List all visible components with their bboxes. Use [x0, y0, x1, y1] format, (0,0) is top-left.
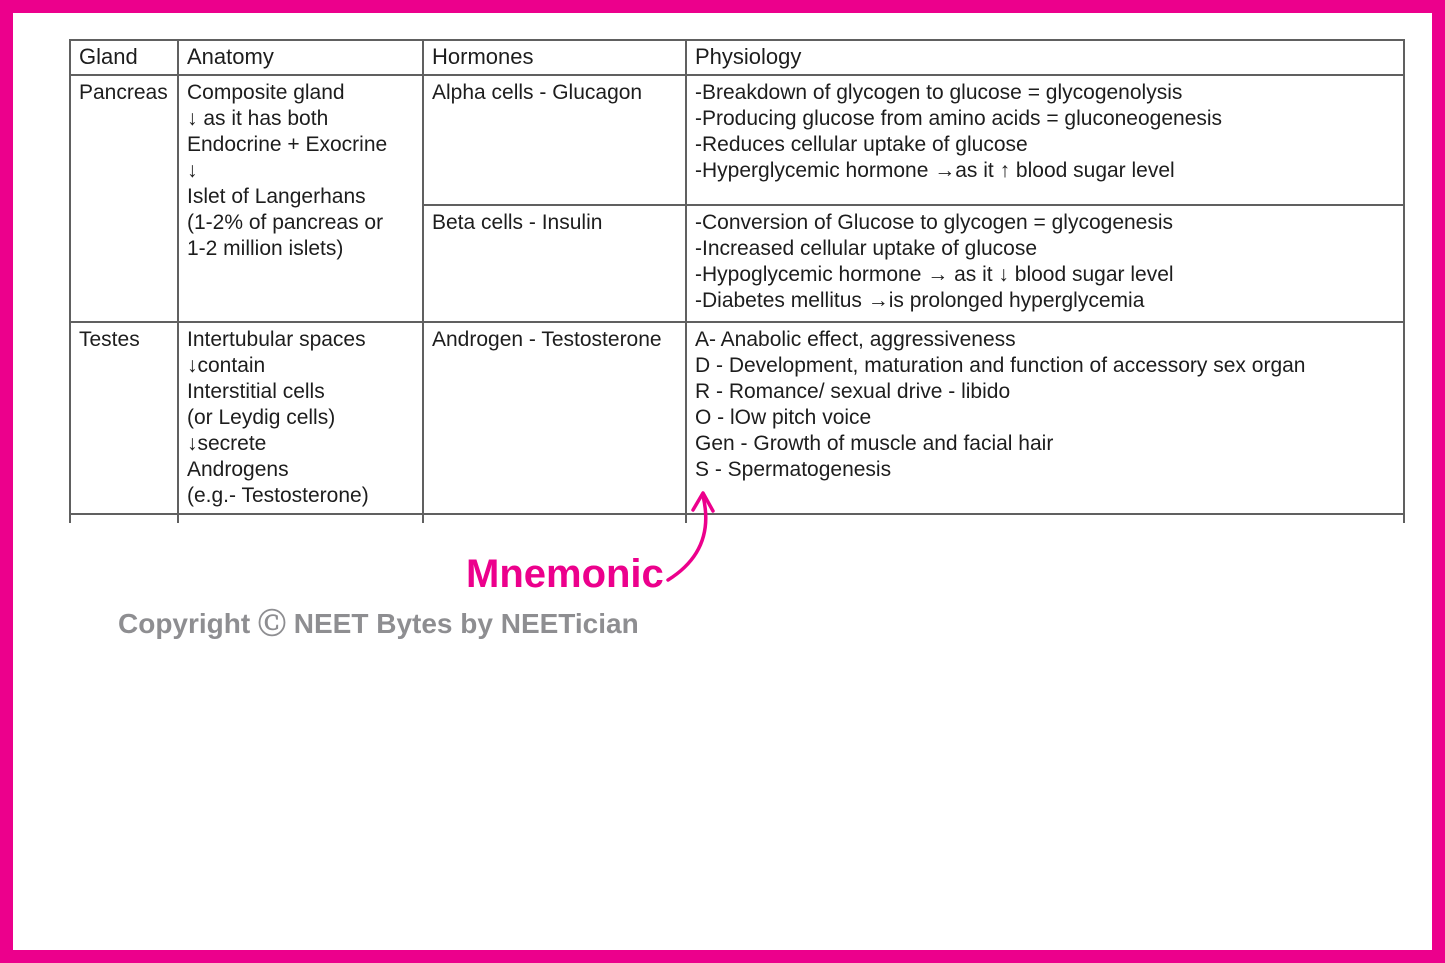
stub-cell: [70, 514, 178, 523]
text-line: D - Development, maturation and function of accessory sex organ: [695, 354, 1306, 377]
physiology-cell-insulin: [686, 205, 1404, 322]
text-line: Androgens: [187, 458, 289, 481]
text-line: -Conversion of Glucose to glycogen = glycogenesis: [695, 211, 1174, 234]
text-line: ↓: [187, 159, 198, 182]
text-line: -Hyperglycemic hormone →as it ↑ blood sugar level: [695, 159, 1175, 182]
endocrine-gland-table: [69, 39, 1405, 523]
stub-cell: [686, 514, 1404, 523]
anatomy-cell-pancreas: [178, 75, 423, 322]
gland-cell-pancreas: Pancreas: [70, 75, 178, 322]
stub-cell: [423, 514, 686, 523]
text-line: ↓contain: [187, 354, 266, 377]
text-line: -Breakdown of glycogen to glucose = glycogenolysis: [695, 81, 1183, 104]
column-header-hormones: Hormones: [423, 40, 686, 75]
text-line: Endocrine + Exocrine: [187, 133, 388, 156]
text-line: A- Anabolic effect, aggressiveness: [695, 328, 1016, 351]
table-row-pancreas-alpha: [70, 75, 1404, 205]
anatomy-cell-testes: [178, 322, 423, 514]
text-line: Intertubular spaces: [187, 328, 366, 351]
hormone-cell-androgen-testosterone: Androgen - Testosterone: [423, 322, 686, 514]
text-line: O - lOw pitch voice: [695, 406, 872, 429]
text-line: Composite gland: [187, 81, 345, 104]
text-line: S - Spermatogenesis: [695, 458, 892, 481]
hormone-cell-alpha-glucagon: Alpha cells - Glucagon: [423, 75, 686, 205]
column-header-gland: Gland: [70, 40, 178, 75]
text-line: Interstitial cells: [187, 380, 325, 403]
mnemonic-label: Mnemonic: [466, 552, 664, 596]
gland-cell-testes: Testes: [70, 322, 178, 514]
text-line: R - Romance/ sexual drive - libido: [695, 380, 1011, 403]
table-row-cropped-stub: [70, 514, 1404, 523]
physiology-cell-testosterone-mnemonic: [686, 322, 1404, 514]
text-line: (1-2% of pancreas or: [187, 211, 384, 234]
copyright-text: Copyright Ⓒ NEET Bytes by NEETician: [118, 608, 639, 639]
text-line: (or Leydig cells): [187, 406, 336, 429]
text-line: -Increased cellular uptake of glucose: [695, 237, 1038, 260]
text-line: -Producing glucose from amino acids = gluconeogenesis: [695, 107, 1223, 130]
text-line: (e.g.- Testosterone): [187, 484, 369, 507]
text-line: Gen - Growth of muscle and facial hair: [695, 432, 1054, 455]
column-header-physiology: Physiology: [686, 40, 1404, 75]
column-header-anatomy: Anatomy: [178, 40, 423, 75]
text-line: Islet of Langerhans: [187, 185, 366, 208]
table-row-testes: [70, 322, 1404, 514]
stub-cell: [178, 514, 423, 523]
physiology-cell-glucagon: [686, 75, 1404, 205]
table-header-row: [70, 40, 1404, 75]
hormone-cell-beta-insulin: Beta cells - Insulin: [423, 205, 686, 322]
text-line: -Reduces cellular uptake of glucose: [695, 133, 1028, 156]
page-canvas: [13, 13, 1432, 950]
text-line: ↓secrete: [187, 432, 267, 455]
text-line: ↓ as it has both: [187, 107, 329, 130]
text-line: 1-2 million islets): [187, 237, 344, 260]
text-line: -Hypoglycemic hormone → as it ↓ blood sugar level: [695, 263, 1174, 286]
text-line: -Diabetes mellitus →is prolonged hyperglycemia: [695, 289, 1145, 312]
